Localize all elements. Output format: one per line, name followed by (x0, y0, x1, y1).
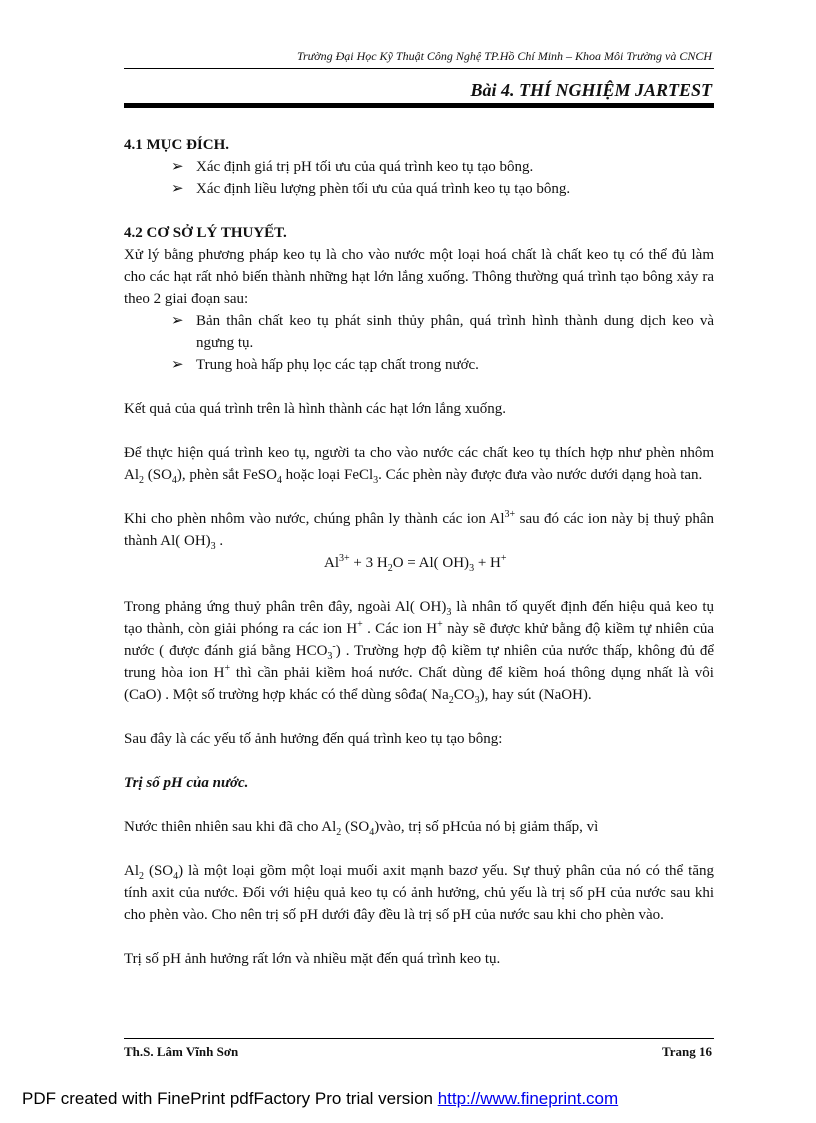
section-heading-theory: 4.2 CƠ SỞ LÝ THUYẾT. (124, 225, 287, 241)
page-body (124, 134, 714, 992)
stage-list (171, 310, 714, 376)
footer-divider (124, 1038, 714, 1039)
water-paragraph: Nước thiên nhiên sau khi đã cho $Al_2$ $(SO_4)vào$, trị số pHcủa nó bị giảm thấp, vì (124, 819, 599, 838)
footer-author: Th.S. Lâm Vĩnh Sơn (124, 1044, 239, 1059)
list-item: ➢ Xác định liều lượng phèn tối ưu của quá trình keo tụ tạo bông. (171, 178, 714, 200)
ion-paragraph: Khi cho phèn nhôm vào nước, chúng phân ly thành các ion $Al^{3+}$ sau đó các ion này bị thuỷ phân thành Al( $OH)_3$ . (124, 509, 714, 552)
arrow-bullet-icon: ➢ (171, 181, 184, 197)
factors-paragraph: Sau đây là các yếu tố ảnh hưởng đến quá trình keo tụ tạo bông: (124, 731, 503, 747)
arrow-bullet-icon: ➢ (171, 159, 184, 175)
coagulant-paragraph: Để thực hiện quá trình keo tụ, người ta cho vào nước các chất keo tụ thích hợp như phèn nhôm $Al_2$ $(SO_4)$, phèn sắt FeSO$_4$ hoặc loại FeCl$_3$. Các phèn này được đưa vào nước dưới dạng hoà tan. (124, 445, 714, 486)
fineprint-link[interactable]: http://www.fineprint.com (437, 1089, 619, 1108)
hydrolysis-paragraph: Trong phảng ứng thuỷ phân trên đây, ngoài Al( $OH)_3$ là nhân tố quyết định đến hiệu quả keo tụ tạo thành, còn giải phóng ra các ion H+ . Các ion H+ này sẽ được khử bằng độ kiềm tự nhiên của nước ( được đánh giá bằng $HCO_3^-$) . Trường hợp độ kiềm tự nhiên của nước thấp, không đủ để trung hòa ion H+ thì cần phải kiềm hoá nước. Chất dùng để kiềm hoá thông dụng nhất là vôi (CaO) . Một số trường hợp khác có thể dùng sôđa( $Na_2CO_3$), hay sút (NaOH). (124, 599, 714, 706)
ph-impact-paragraph: Trị số pH ảnh hưởng rất lớn và nhiều mặt đến quá trình keo tụ. (124, 951, 501, 967)
theory-intro: Xử lý bằng phương pháp keo tụ là cho vào nước một loại hoá chất là chất keo tụ có thể đủ làm cho các hạt rất nhỏ biến thành những hạt lớn lắng xuống. Thông thường quá trình tạo bông xảy ra theo 2 giai đoạn sau: (124, 247, 714, 307)
list-item: ➢ Xác định giá trị pH tối ưu của quá trình keo tụ tạo bông. (171, 156, 714, 178)
list-item: ➢ Trung hoà hấp phụ lọc các tạp chất trong nước. (171, 354, 714, 376)
header-institution: Trường Đại Học Kỹ Thuật Công Nghệ TP.Hồ Chí Minh – Khoa Môi Trường và CNCH (296, 49, 712, 63)
aluminum-sulfate-paragraph: $Al_2$ $(SO_4)$ là một loại gồm một loại muối axit mạnh bazơ yếu. Sự thuỷ phân của nó có thể tăng tính axit của nước. Đối với hiệu quả keo tụ có ảnh hưởng, chủ yếu là trị số pH của nước sau khi cho phèn vào. Cho nên trị số pH dưới đây đều là trị số pH của nước sau khi cho phèn vào. (124, 863, 715, 923)
title-divider (124, 103, 714, 108)
result-paragraph: Kết quả của quá trình trên là hình thành các hạt lớn lắng xuống. (124, 401, 506, 417)
arrow-bullet-icon: ➢ (171, 357, 184, 373)
purpose-list (171, 156, 714, 200)
ph-subheading: Trị số pH của nước. (124, 775, 249, 791)
header-divider (124, 68, 714, 69)
section-heading-purpose: 4.1 MỤC ĐÍCH. (124, 137, 229, 153)
page-number: Trang 16 (662, 1044, 712, 1059)
list-item: ➢ Bản thân chất keo tụ phát sinh thủy phân, quá trình hình thành dung dịch keo và ngưng tụ. (171, 310, 714, 354)
lesson-title: Bài 4. THÍ NGHIỆM JARTEST (470, 80, 712, 100)
banner-text: PDF created with FinePrint pdfFactory Pro trial version (22, 1089, 438, 1108)
pdf-trial-banner (22, 1089, 618, 1109)
arrow-bullet-icon: ➢ (171, 313, 184, 329)
hydrolysis-equation: $Al^{3+} + 3$ $H_2O = Al$( $OH)_3 + H^+$ (324, 553, 507, 574)
